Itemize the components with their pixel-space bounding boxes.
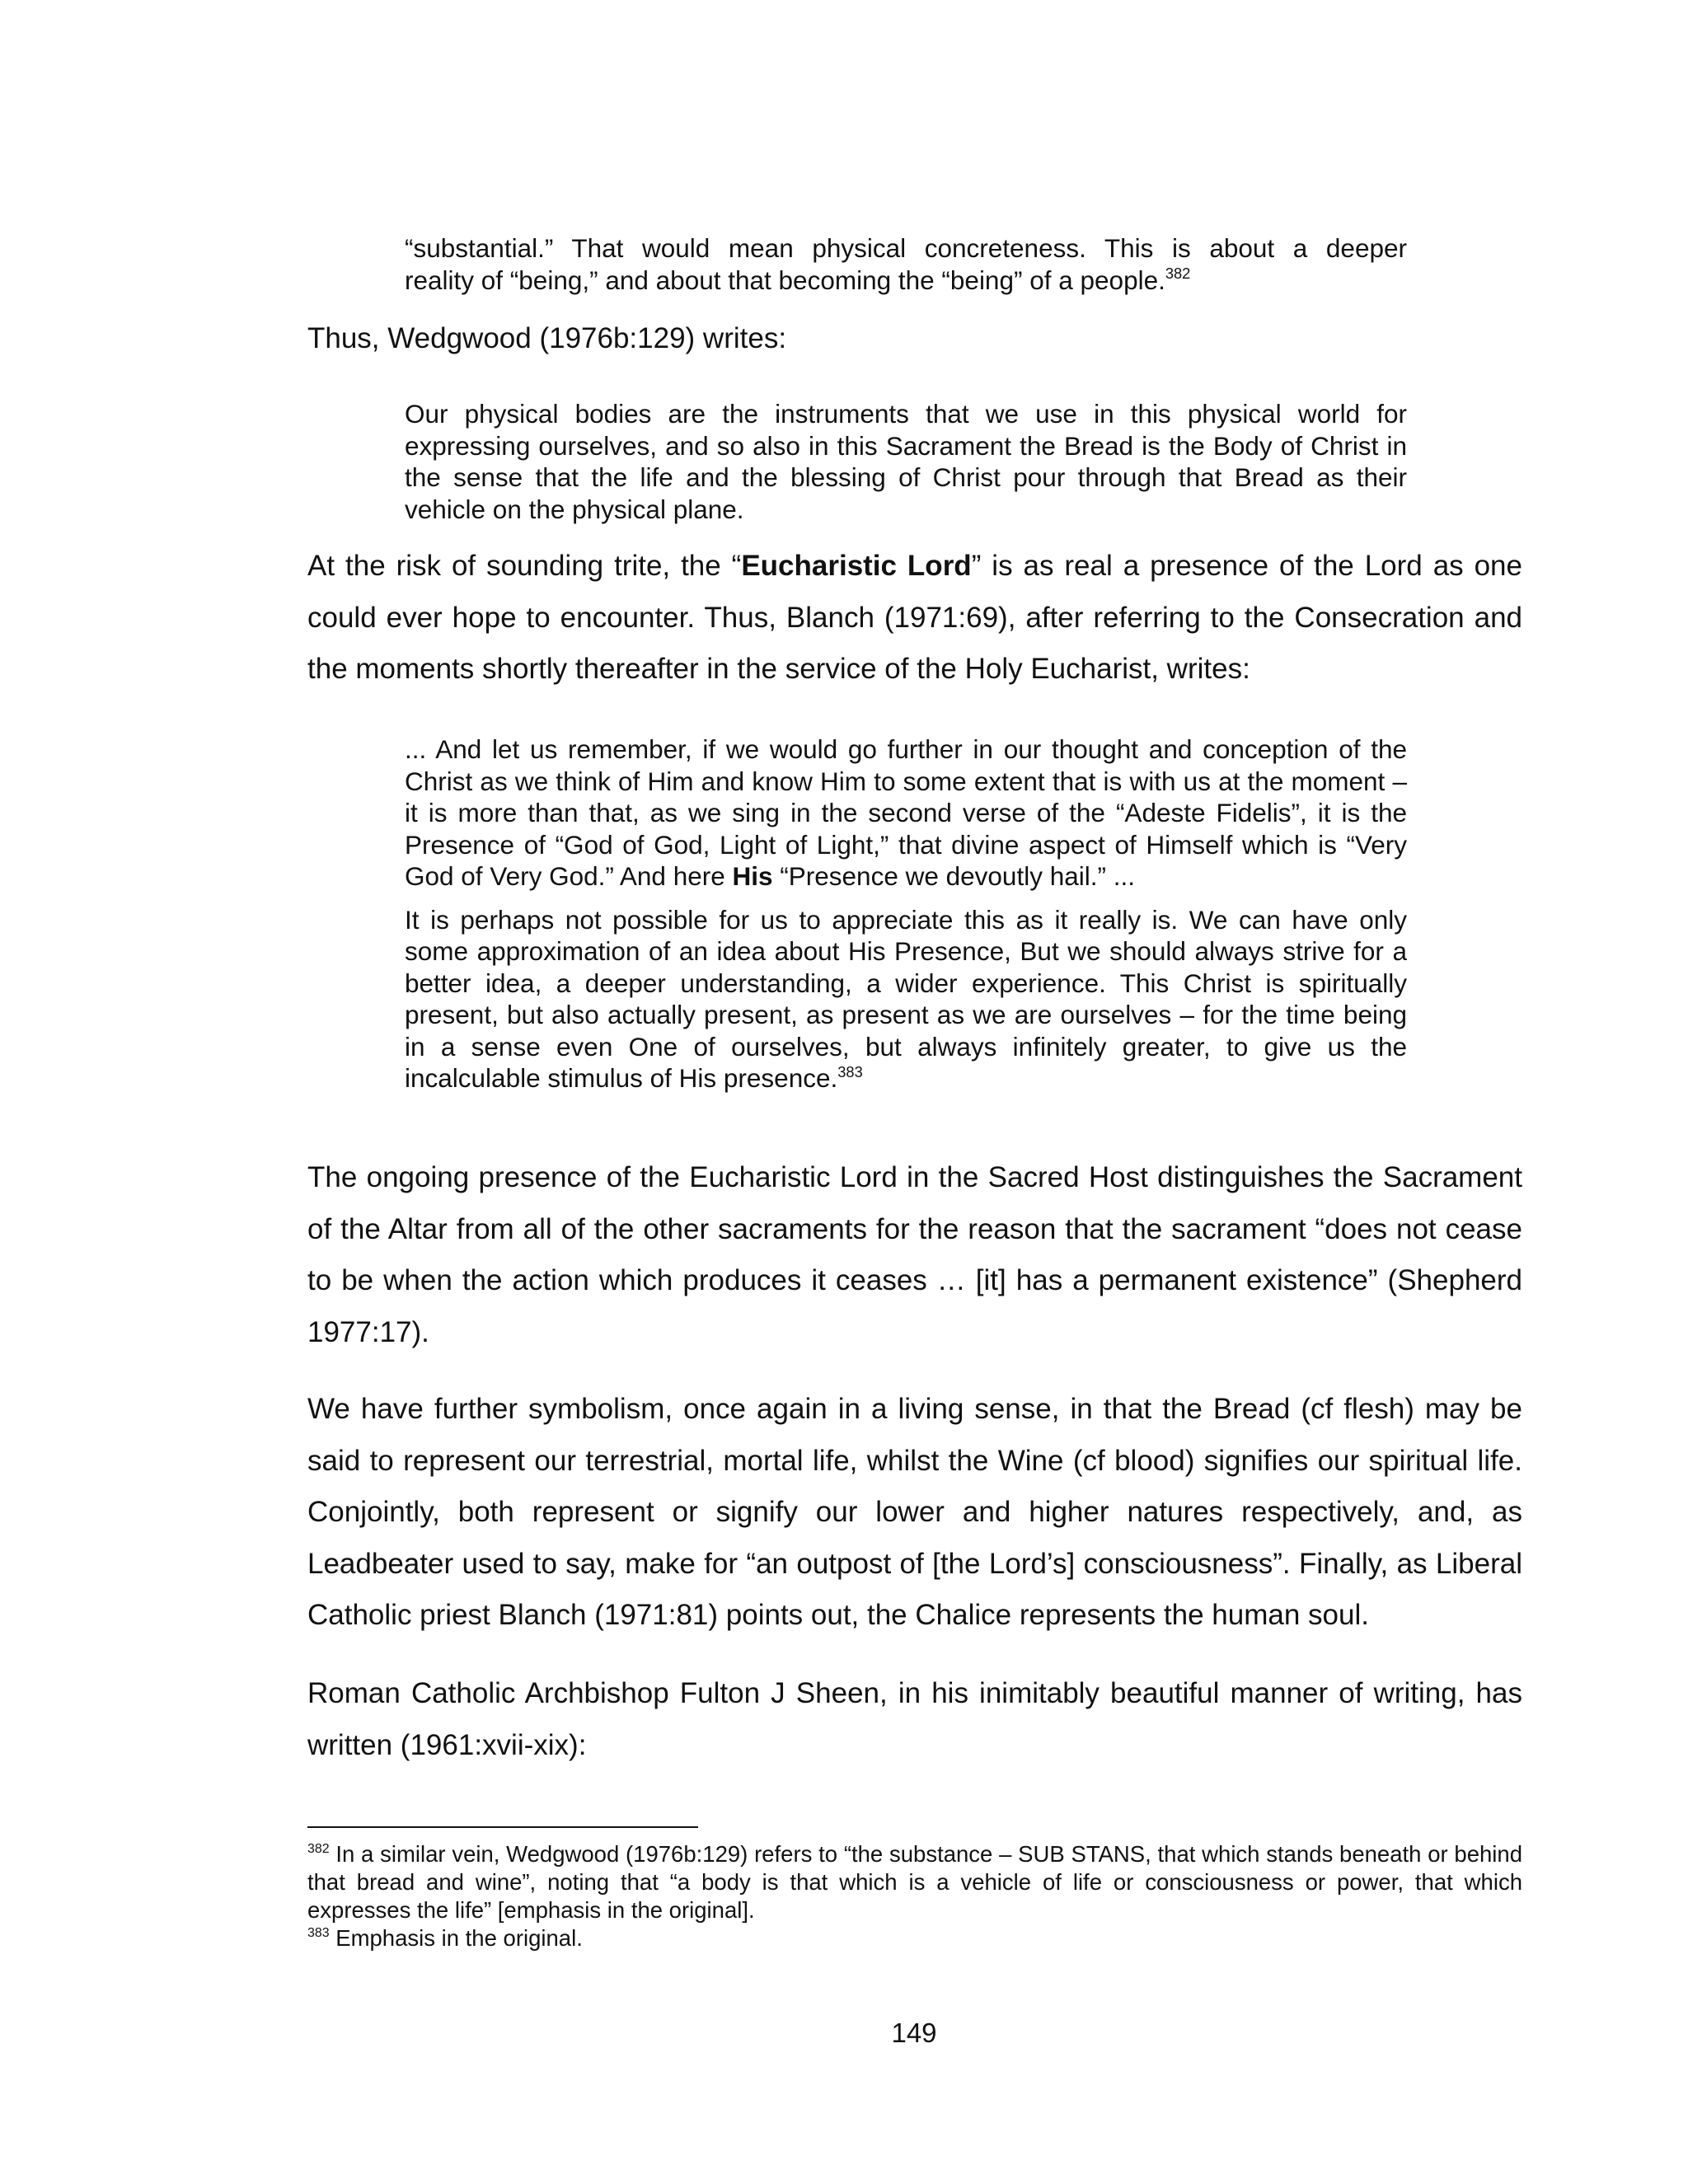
block-quote-continuation xyxy=(405,232,1407,296)
paragraph-text xyxy=(307,541,1522,696)
body-paragraph xyxy=(307,1152,1522,1358)
quote-line xyxy=(405,265,1407,297)
footnote-separator xyxy=(307,1826,698,1828)
block-quote-wedgwood xyxy=(405,398,1407,525)
quote-paragraph xyxy=(405,904,1407,1094)
paragraph-text: We have further symbolism, once again in a living sense, in that the Bread (cf flesh) may be said to represent our terrestrial, mortal life, whilst the Wine (cf blood) signifies our spiritual life. Conjointly, both represent or signify our lower and higher natures respectively, and, as Leadbeater used to say, make for “an outpost of [the Lord’s] consciousness”. Finally, as Liberal Catholic priest Blanch (1971:81) points out, the Chalice represents the human soul. xyxy=(307,1393,1522,1631)
footnote xyxy=(307,1840,1522,1924)
quote-paragraph: Our physical bodies are the instruments that we use in this physical world for expressing ourselves, and so also in this Sacrament the Bread is the Body of Christ in the sense that the life and the blessing of Christ pour through that Bread as their vehicle on the physical plane. xyxy=(405,399,1407,524)
footnote-text: In a similar vein, Wedgwood (1976b:129) refers to “the substance – SUB STANS, that which stands beneath or behind that bread and wine”, noting that “a body is that which is a vehicle of life or consciousness or power, that which expresses the life” [emphasis in the original]. xyxy=(307,1841,1522,1923)
footnote-number: 382 xyxy=(307,1842,330,1857)
footnote-reference[interactable]: 383 xyxy=(837,1062,863,1080)
paragraph-text-part: At the risk of sounding trite, the “ xyxy=(307,550,742,582)
body-paragraph xyxy=(307,1668,1522,1771)
quote-text-part: It is perhaps not possible for us to appreciate this as it really is. We can have only some approximation of an idea about His Presence, But we should always strive for a better idea, a deeper understanding, a wider experience. This Christ is spiritually present, but also actually present, as present as we are ourselves – for the time being in a sense even One of ourselves, but always infinitely greater, to give us the incalculable stimulus of His presence. xyxy=(405,904,1407,1093)
footnote-reference[interactable]: 382 xyxy=(1165,265,1191,283)
paragraph-text: The ongoing presence of the Eucharistic Lord in the Sacred Host distinguishes the Sacrament of the Altar from all of the other sacraments for the reason that the sacrament “does not cease to be when the action which produces it ceases … [it] has a permanent existence” (Shepherd 1977:17). xyxy=(307,1161,1522,1348)
paragraph-text-part: ” is as real a presence of the Lord as one could ever hope to encounter. Thus, Blanch (1971:69), after referring to the Consecration and the moments shortly thereafter in the service of the Holy Eucharist, writes: xyxy=(307,550,1522,685)
bold-word: His xyxy=(732,861,773,891)
quote-paragraph xyxy=(405,733,1407,893)
footnote-text: Emphasis in the original. xyxy=(329,1925,583,1951)
intro-sentence: Thus, Wedgwood (1976b:129) writes: xyxy=(307,322,787,354)
bold-term: Eucharistic Lord xyxy=(741,550,972,582)
quote-line-text: reality of “being,” and about that becoming the “being” of a people. xyxy=(405,265,1165,295)
quote-text-part: “Presence we devoutly hail.” ... xyxy=(772,861,1135,891)
quote-line: “substantial.” That would mean physical concreteness. This is about a deeper xyxy=(405,233,1407,263)
paragraph-text: Roman Catholic Archbishop Fulton J Sheen, in his inimitably beautiful manner of writing, has written (1961:xvii-xix): xyxy=(307,1677,1522,1761)
footnote xyxy=(307,1924,1522,1952)
quote-text-part: ... And let us remember, if we would go further in our thought and conception of the Christ as we think of Him and know Him to some extent that is with us at the moment – it is more than that, as we sing in the second verse of the “Adeste Fidelis”, it is the Presence of “God of God, Light of Light,” that divine aspect of Himself which is “Very God of Very God.” And here xyxy=(405,734,1407,891)
block-quote-blanch xyxy=(405,733,1407,1094)
body-paragraph xyxy=(307,1384,1522,1642)
footnote-number: 383 xyxy=(307,1926,330,1941)
body-paragraph xyxy=(307,541,1522,696)
footnotes xyxy=(307,1840,1522,1952)
page-number: 149 xyxy=(891,2018,937,2048)
